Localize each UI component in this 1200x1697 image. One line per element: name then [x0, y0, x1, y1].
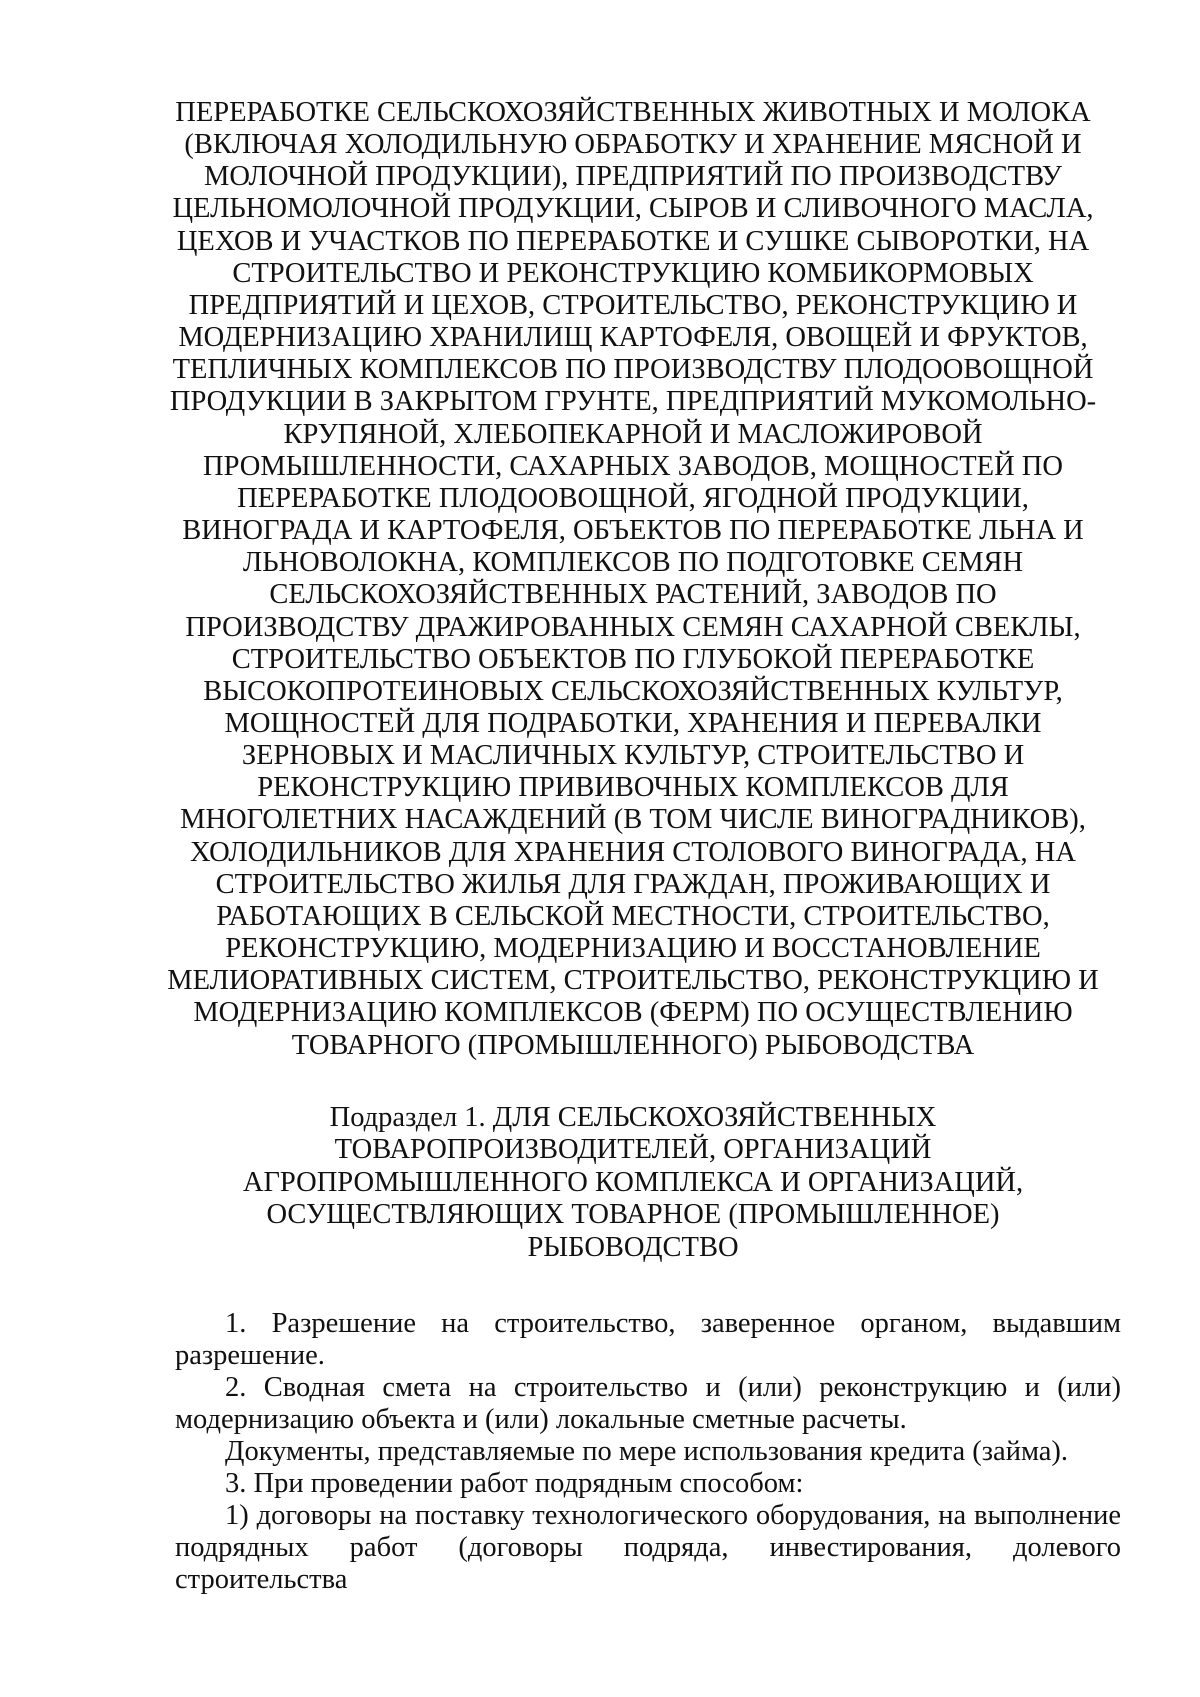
section-heading: [160, 97, 1106, 1062]
heading-line: МОДЕРНИЗАЦИЮ КОМПЛЕКСОВ (ФЕРМ) ПО ОСУЩЕСТВЛЕНИЮ: [193, 997, 1073, 1029]
heading-line: ТОВАРНОГО (ПРОМЫШЛЕННОГО) РЫБОВОДСТВА: [291, 1029, 975, 1061]
subheading-line: ОСУЩЕСТВЛЯЮЩИХ ТОВАРНОЕ (ПРОМЫШЛЕННОЕ): [266, 1199, 1000, 1231]
heading-line: МОЩНОСТЕЙ ДЛЯ ПОДРАБОТКИ, ХРАНЕНИЯ И ПЕРЕВАЛКИ: [224, 707, 1042, 739]
heading-line: МЕЛИОРАТИВНЫХ СИСТЕМ, СТРОИТЕЛЬСТВО, РЕКОНСТРУКЦИЮ И: [167, 965, 1099, 997]
subheading-line: АГРОПРОМЫШЛЕННОГО КОМПЛЕКСА И ОРГАНИЗАЦИЙ,: [242, 1166, 1024, 1198]
paragraph: 1) договоры на поставку технологического оборудования, на выполнение подрядных работ (договоры подряда, инвестирования, долевого строительства: [175, 1500, 1121, 1595]
heading-line: ВИНОГРАДА И КАРТОФЕЛЯ, ОБЪЕКТОВ ПО ПЕРЕРАБОТКЕ ЛЬНА И: [182, 515, 1084, 547]
subheading-line: ТОВАРОПРОИЗВОДИТЕЛЕЙ, ОРГАНИЗАЦИЙ: [334, 1134, 932, 1166]
heading-line: ЗЕРНОВЫХ И МАСЛИЧНЫХ КУЛЬТУР, СТРОИТЕЛЬСТВО И: [241, 740, 1025, 772]
heading-line: СТРОИТЕЛЬСТВО ОБЪЕКТОВ ПО ГЛУБОКОЙ ПЕРЕРАБОТКЕ: [231, 643, 1035, 675]
heading-line: ПЕРЕРАБОТКЕ ПЛОДООВОЩНОЙ, ЯГОДНОЙ ПРОДУКЦИИ,: [237, 482, 1029, 514]
paragraph: 2. Сводная смета на строительство и (или) реконструкцию и (или) модернизацию объекта и (или) локальные сметные расчеты.: [175, 1372, 1121, 1435]
heading-line: ПРОМЫШЛЕННОСТИ, САХАРНЫХ ЗАВОДОВ, МОЩНОСТЕЙ ПО: [203, 450, 1063, 482]
heading-line: ПРЕДПРИЯТИЙ И ЦЕХОВ, СТРОИТЕЛЬСТВО, РЕКОНСТРУКЦИЮ И: [188, 289, 1078, 321]
heading-line: СТРОИТЕЛЬСТВО ЖИЛЬЯ ДЛЯ ГРАЖДАН, ПРОЖИВАЮЩИХ И: [215, 868, 1051, 900]
heading-line: ЦЕХОВ И УЧАСТКОВ ПО ПЕРЕРАБОТКЕ И СУШКЕ СЫВОРОТКИ, НА: [176, 225, 1090, 257]
heading-line: ЛЬНОВОЛОКНА, КОМПЛЕКСОВ ПО ПОДГОТОВКЕ СЕМЯН: [242, 547, 1024, 579]
heading-line: ЦЕЛЬНОМОЛОЧНОЙ ПРОДУКЦИИ, СЫРОВ И СЛИВОЧНОГО МАСЛА,: [172, 193, 1094, 225]
subsection-heading: [160, 1102, 1106, 1264]
paragraph: Документы, представляемые по мере использования кредита (займа).: [225, 1436, 1069, 1467]
heading-line: (ВКЛЮЧАЯ ХОЛОДИЛЬНУЮ ОБРАБОТКУ И ХРАНЕНИЕ МЯСНОЙ И: [184, 129, 1082, 161]
heading-line: РЕКОНСТРУКЦИЮ ПРИВИВОЧНЫХ КОМПЛЕКСОВ ДЛЯ: [257, 772, 1009, 804]
subheading-line: РЫБОВОДСТВО: [527, 1231, 739, 1263]
heading-line: ХОЛОДИЛЬНИКОВ ДЛЯ ХРАНЕНИЯ СТОЛОВОГО ВИНОГРАДА, НА: [190, 836, 1076, 868]
heading-line: РЕКОНСТРУКЦИЮ, МОДЕРНИЗАЦИЮ И ВОССТАНОВЛЕНИЕ: [225, 933, 1041, 965]
heading-line: КРУПЯНОЙ, ХЛЕБОПЕКАРНОЙ И МАСЛОЖИРОВОЙ: [283, 418, 983, 450]
subheading-line: Подраздел 1. ДЛЯ СЕЛЬСКОХОЗЯЙСТВЕННЫХ: [329, 1102, 937, 1133]
heading-line: РАБОТАЮЩИХ В СЕЛЬСКОЙ МЕСТНОСТИ, СТРОИТЕЛЬСТВО,: [216, 900, 1050, 932]
heading-line: ТЕПЛИЧНЫХ КОМПЛЕКСОВ ПО ПРОИЗВОДСТВУ ПЛОДООВОЩНОЙ: [172, 354, 1094, 386]
heading-line: МНОГОЛЕТНИХ НАСАЖДЕНИЙ (В ТОМ ЧИСЛЕ ВИНОГРАДНИКОВ),: [180, 804, 1086, 836]
heading-line: СЕЛЬСКОХОЗЯЙСТВЕННЫХ РАСТЕНИЙ, ЗАВОДОВ ПО: [269, 579, 997, 611]
heading-line: ПРОИЗВОДСТВУ ДРАЖИРОВАННЫХ СЕМЯН САХАРНОЙ СВЕКЛЫ,: [185, 611, 1081, 643]
paragraph: 1. Разрешение на строительство, заверенное органом, выдавшим разрешение.: [175, 1308, 1121, 1371]
heading-line: ПРОДУКЦИИ В ЗАКРЫТОМ ГРУНТЕ, ПРЕДПРИЯТИЙ МУКОМОЛЬНО-: [169, 386, 1097, 418]
paragraph: 3. При проведении работ подрядным способом:: [225, 1468, 804, 1499]
heading-line: МОДЕРНИЗАЦИЮ ХРАНИЛИЩ КАРТОФЕЛЯ, ОВОЩЕЙ И ФРУКТОВ,: [178, 322, 1088, 354]
body-text: [175, 1308, 1121, 1596]
heading-line: МОЛОЧНОЙ ПРОДУКЦИИ), ПРЕДПРИЯТИЙ ПО ПРОИЗВОДСТВУ: [204, 161, 1062, 193]
heading-line: ВЫСОКОПРОТЕИНОВЫХ СЕЛЬСКОХОЗЯЙСТВЕННЫХ КУЛЬТУР,: [203, 675, 1063, 707]
heading-line: ПЕРЕРАБОТКЕ СЕЛЬСКОХОЗЯЙСТВЕННЫХ ЖИВОТНЫХ И МОЛОКА: [175, 97, 1091, 128]
heading-line: СТРОИТЕЛЬСТВО И РЕКОНСТРУКЦИЮ КОМБИКОРМОВЫХ: [232, 257, 1034, 289]
